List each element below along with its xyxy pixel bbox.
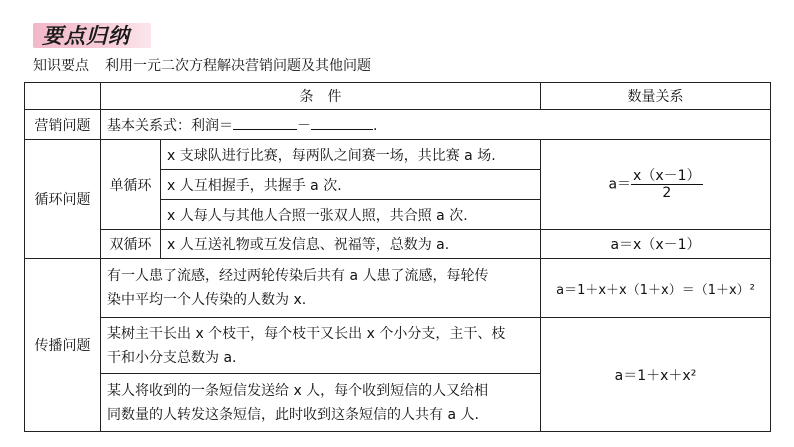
table-row-spread-2 (25, 318, 771, 374)
marketing-text-prefix: 基本关系式：利润＝ (107, 117, 233, 134)
blank-2 (311, 115, 373, 130)
single-cycle-row-1: x 支球队进行比赛，每两队之间赛一场，共比赛 a 场. (161, 140, 541, 170)
category-marketing: 营销问题 (25, 110, 101, 140)
table-header-row (25, 83, 771, 110)
marketing-minus: － (297, 117, 311, 134)
single-cycle-row-2: x 人互相握手，共握手 a 次. (161, 170, 541, 200)
marketing-formula (101, 110, 771, 140)
double-cycle-relation: a＝x（x－1） (541, 230, 771, 259)
spread-row-1-line-2: 染中平均一个人传染的人数为 x. (107, 292, 307, 308)
table-row-spread-1 (25, 259, 771, 318)
table-row-marketing (25, 110, 771, 140)
spread-relation-23: a＝1＋x＋x² (541, 318, 771, 432)
knowledge-point-line (33, 55, 371, 75)
spread-row-3-line-2: 同数量的人转发这条短信，此时收到这条短信的人共有 a 人. (107, 406, 479, 423)
spread-row-2-line-1: 某树主干长出 x 个枝干，每个枝干又长出 x 个小分支，主干、枝 (107, 325, 506, 342)
table-row-single-1 (25, 140, 771, 170)
single-cycle-relation (541, 140, 771, 230)
single-relation-fraction (631, 168, 702, 201)
spread-row-3-line-1: 某人将收到的一条短信发送给 x 人，每个收到短信的人又给相 (107, 382, 489, 399)
spread-row-1-relation: a＝1＋x＋x（1＋x）＝（1＋x）² (541, 259, 771, 318)
spread-row-3 (101, 374, 541, 432)
knowledge-point-text: 利用一元二次方程解决营销问题及其他问题 (105, 58, 371, 74)
spread-row-1-line-1: 有一人患了流感，经过两轮传染后共有 a 人患了流感，每轮传 (107, 268, 489, 284)
section-heading (33, 20, 163, 50)
header-empty-cell (25, 83, 101, 110)
heading-title: 要点归纳 (42, 24, 130, 48)
category-cycle: 循环问题 (25, 140, 101, 259)
blank-1 (233, 115, 297, 130)
single-cycle-label: 单循环 (101, 140, 161, 230)
marketing-end: . (373, 117, 378, 134)
fraction-denominator: 2 (662, 185, 672, 201)
double-cycle-text: x 人互送礼物或互发信息、祝福等，总数为 a. (161, 230, 541, 259)
spread-row-1 (101, 259, 541, 318)
fraction-numerator: x（x－1） (633, 168, 701, 184)
summary-table (24, 82, 771, 432)
category-spread: 传播问题 (25, 259, 101, 432)
knowledge-point-label: 知识要点 (33, 58, 89, 74)
single-cycle-row-3: x 人每人与其他人合照一张双人照，共合照 a 次. (161, 200, 541, 230)
table-row-double (25, 230, 771, 259)
header-condition: 条 件 (101, 83, 541, 110)
spread-row-2 (101, 318, 541, 374)
single-relation-lhs: a＝ (608, 176, 632, 193)
header-relation: 数量关系 (541, 83, 771, 110)
spread-row-2-line-2: 干和小分支总数为 a. (107, 349, 237, 366)
double-cycle-label: 双循环 (101, 230, 161, 259)
